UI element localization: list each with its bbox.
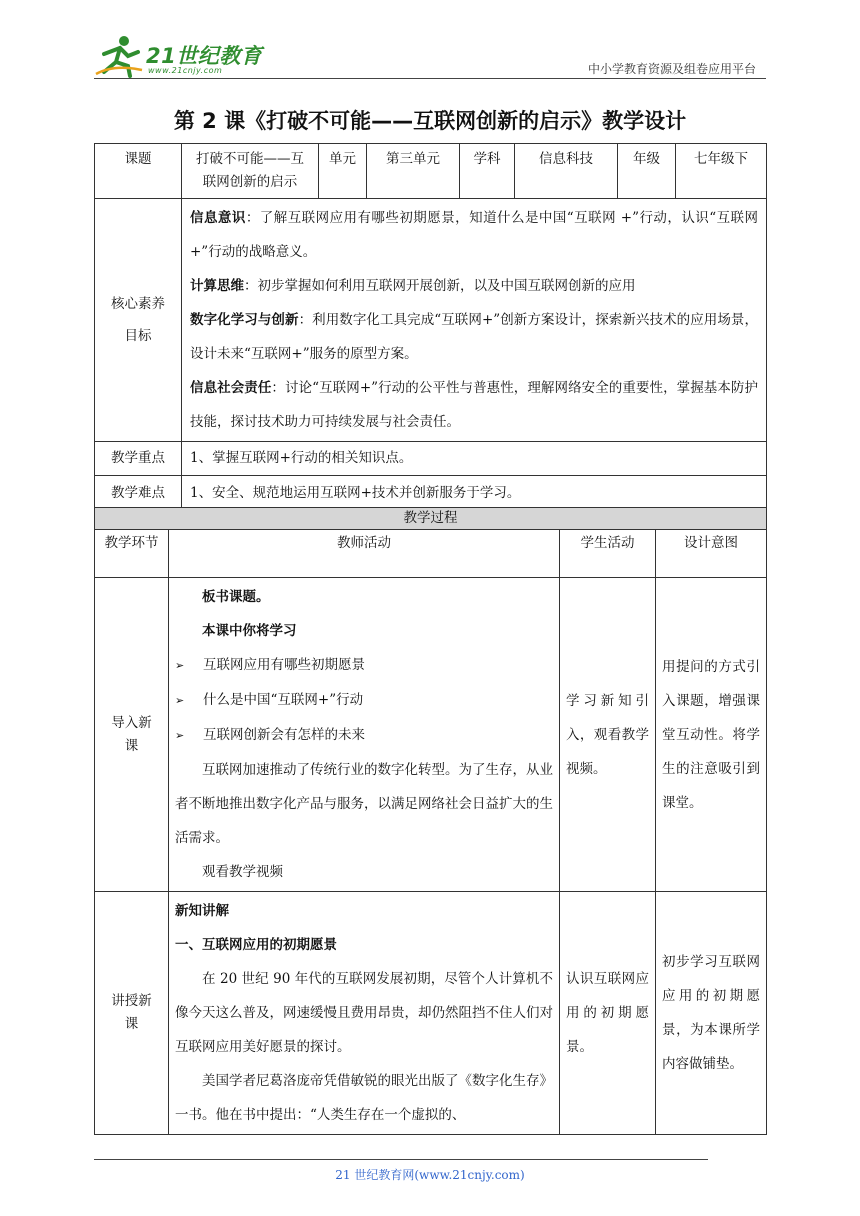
document-title: 第 2 课《打破不可能——互联网创新的启示》教学设计: [173, 109, 687, 133]
runner-logo-icon: [94, 34, 146, 78]
key-point-label: 教学重点: [95, 442, 182, 476]
bullet-item: [175, 683, 553, 718]
difficulty-label: 教学难点: [95, 476, 182, 511]
section-heading: 一、互联网应用的初期愿景: [175, 937, 337, 953]
header-divider: [94, 78, 766, 79]
intro-paragraph: 互联网加速推动了传统行业的数字化转型。为了生存，从业者不断地推出数字化产品与服务，以满足网络社会日益扩大的生活需求。: [175, 762, 553, 846]
new-knowledge-heading: 新知讲解: [175, 903, 229, 919]
teach-student-text: 认识互联网应用的初期愿景。: [566, 971, 649, 1055]
bullet-text: 互联网应用有哪些初期愿景: [203, 657, 365, 673]
bullet-text: 互联网创新会有怎样的未来: [203, 727, 365, 743]
unit-value: 第三单元: [367, 144, 460, 199]
arrow-bullet-icon: ➢: [175, 694, 185, 707]
teach-paragraph-2: 美国学者尼葛洛庞帝凭借敏锐的眼光出版了《数字化生存》一书。他在书中提出：“人类生存在一个虚拟的、: [175, 1073, 553, 1123]
lesson-info-table: [94, 143, 767, 511]
process-title: 教学过程: [95, 508, 767, 530]
bullet-text: 什么是中国“互联网+”行动: [203, 692, 364, 708]
learn-heading: 本课中你将学习: [202, 623, 297, 639]
bullet-item: [175, 648, 553, 683]
footer-divider: [94, 1159, 708, 1160]
goal-key: 信息意识: [190, 210, 246, 226]
teach-stage-text: 讲授新课: [111, 993, 152, 1032]
topic-label: 课题: [95, 144, 182, 199]
topic-value: 打破不可能——互联网创新的启示: [182, 144, 319, 199]
unit-label: 单元: [319, 144, 367, 199]
header-teacher: 教师活动: [169, 530, 560, 578]
goal-text: ：讨论“互联网+”行动的公平性与普惠性，理解网络安全的重要性，掌握基本防护技能，探讨技术助力可持续发展与社会责任。: [190, 380, 758, 430]
intro-student-text: 学习新知引入，观看教学视频。: [566, 692, 649, 777]
goals-content: [182, 199, 767, 442]
video-note: 观看教学视频: [202, 864, 283, 880]
arrow-bullet-icon: ➢: [175, 729, 185, 742]
subject-value: 信息科技: [515, 144, 618, 199]
goal-text: ：了解互联网应用有哪些初期愿景，知道什么是中国“互联网 +”行动，认识“互联网+”行动的战略意义。: [190, 210, 758, 260]
site-logo[interactable]: [94, 34, 264, 78]
grade-label: 年级: [618, 144, 676, 199]
goal-key: 计算思维: [190, 278, 244, 294]
page-header: [94, 30, 766, 80]
goals-label-text: 核心素养目标: [111, 296, 165, 344]
teaching-process-table: [94, 507, 767, 1135]
intro-teacher-activity: [169, 578, 560, 892]
arrow-bullet-icon: ➢: [175, 659, 185, 672]
bullet-item: [175, 718, 553, 753]
goals-label: [95, 199, 182, 442]
teach-teacher-activity: [169, 892, 560, 1135]
footer-link[interactable]: 21 世纪教育网(www.21cnjy.com): [335, 1168, 525, 1182]
intro-intent-text: 用提问的方式引入课题，增强课堂互动性。将学生的注意吸引到课堂。: [662, 658, 760, 811]
goal-item: [190, 371, 758, 439]
goal-item: [190, 201, 758, 269]
intro-student-activity: [560, 578, 656, 892]
logo-text: 21世纪教育: [146, 44, 263, 68]
teach-stage: [95, 892, 169, 1135]
intro-design-intent: [656, 578, 767, 892]
logo-url: www.21cnjy.com: [148, 66, 223, 75]
goal-item: [190, 303, 758, 371]
header-stage: 教学环节: [95, 530, 169, 578]
board-title: 板书课题。: [202, 589, 270, 605]
subject-label: 学科: [460, 144, 515, 199]
intro-stage-text: 导入新课: [111, 714, 152, 754]
teach-intent-text: 初步学习互联网应用的初期愿景，为本课所学内容做铺垫。: [662, 954, 760, 1072]
teach-design-intent: [656, 892, 767, 1135]
key-point-text: 1、掌握互联网+行动的相关知识点。: [182, 442, 767, 476]
platform-name: 中小学教育资源及组卷应用平台: [587, 62, 756, 76]
goal-key: 数字化学习与创新: [190, 312, 299, 328]
goal-text: ：初步掌握如何利用互联网开展创新，以及中国互联网创新的应用: [244, 278, 636, 294]
grade-value: 七年级下: [676, 144, 767, 199]
teach-student-activity: [560, 892, 656, 1135]
teach-paragraph-1: 在 20 世纪 90 年代的互联网发展初期，尽管个人计算机不像今天这么普及，网速缓慢且费用昂贵，却仍然阻挡不住人们对互联网应用美好愿景的探讨。: [175, 971, 553, 1055]
header-intent: 设计意图: [656, 530, 767, 578]
goal-item: [190, 269, 758, 303]
goal-key: 信息社会责任: [190, 380, 272, 396]
intro-stage: [95, 578, 169, 892]
difficulty-text: 1、安全、规范地运用互联网+技术并创新服务于学习。: [182, 476, 767, 511]
goal-text: ：利用数字化工具完成“互联网+”创新方案设计，探索新兴技术的应用场景，设计未来“互联网+”服务的原型方案。: [190, 312, 758, 362]
header-student: 学生活动: [560, 530, 656, 578]
